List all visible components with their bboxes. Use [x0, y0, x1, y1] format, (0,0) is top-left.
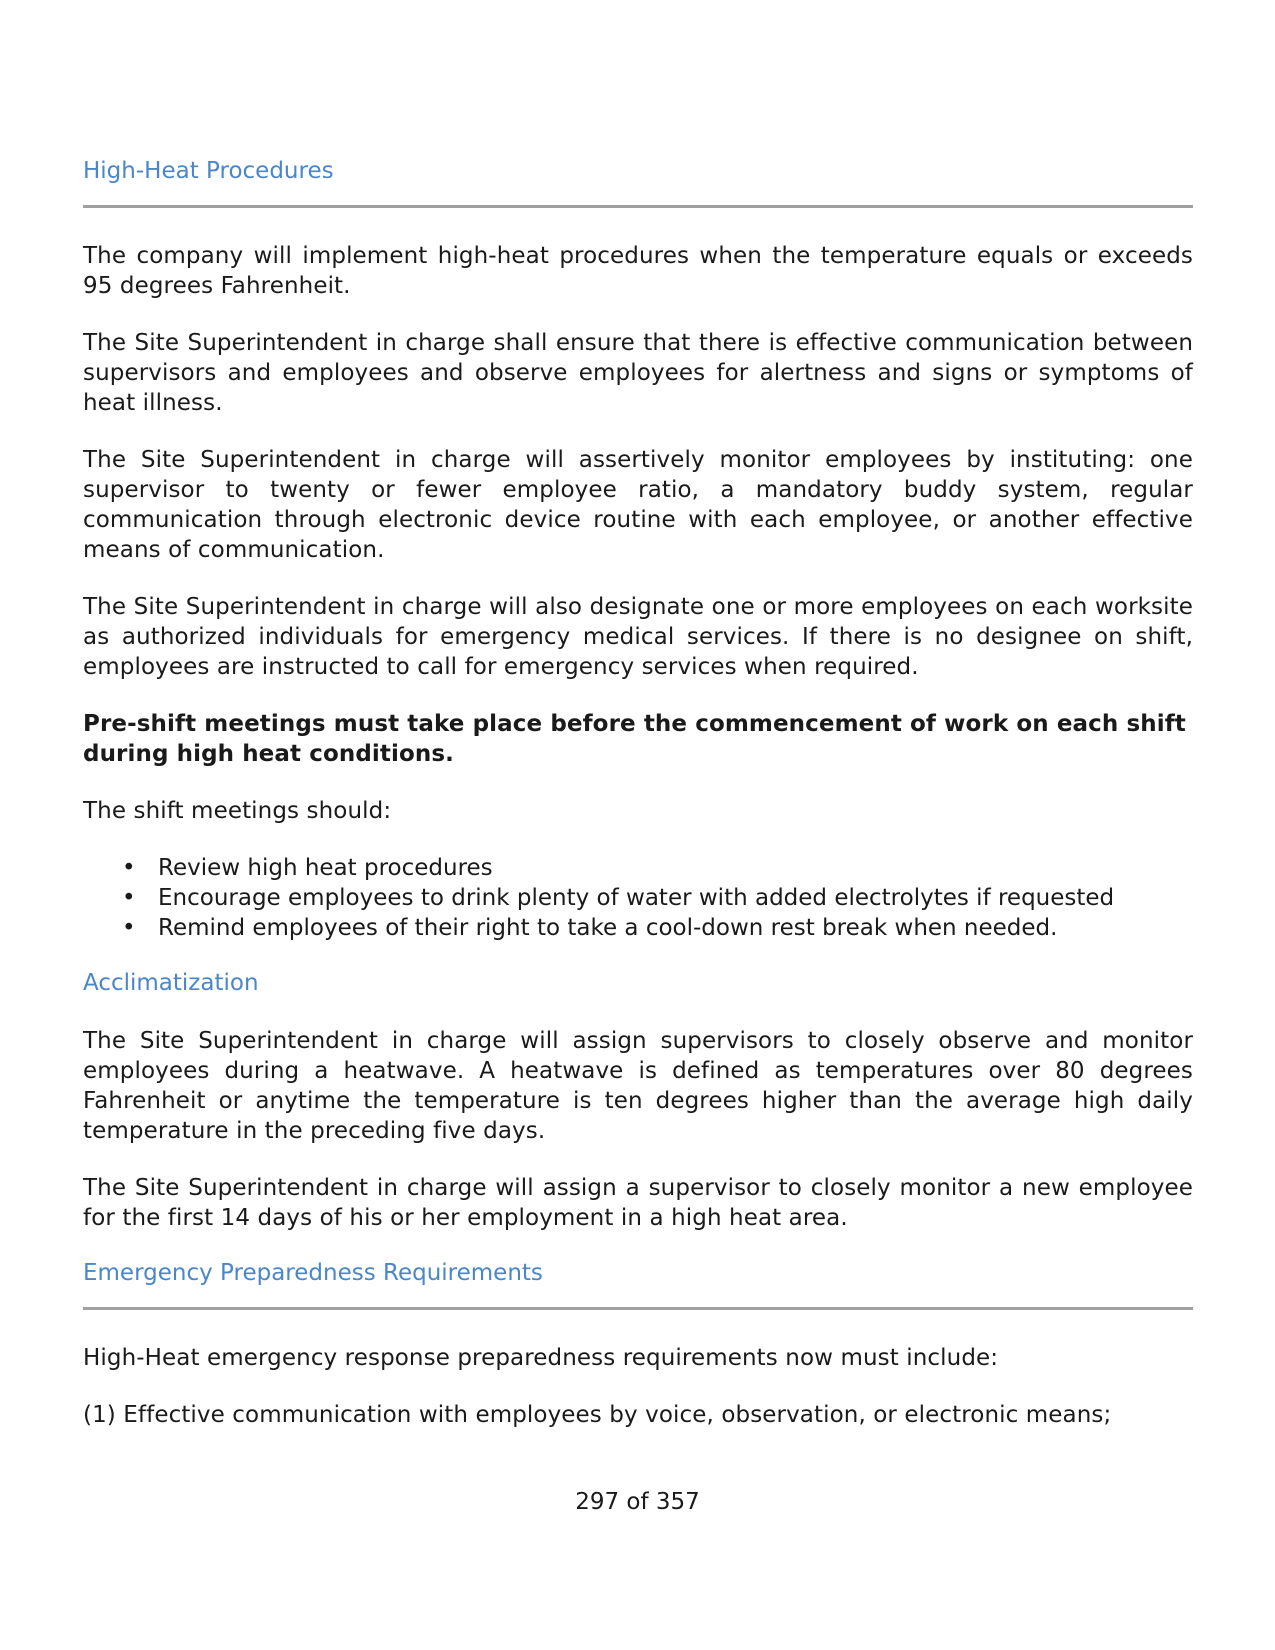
list-item [83, 913, 1193, 943]
pre-shift-notice: Pre-shift meetings must take place before the commencement of work on each shift during high heat conditions. [83, 711, 1186, 767]
section-title-acclimatization: Acclimatization [83, 970, 259, 996]
list-item-text: Remind employees of their right to take a cool-down rest break when needed. [158, 915, 1058, 941]
paragraph-emergency-item-1: (1) Effective communication with employees by voice, observation, or electronic means; [83, 1402, 1112, 1428]
list-item [83, 853, 1193, 883]
paragraph-communication: The Site Superintendent in charge shall ensure that there is effective communication between supervisors and employees and observe employees for alertness and signs or symptoms of heat illness. [83, 330, 1193, 416]
document-page [83, 155, 1193, 1430]
paragraph-monitoring: The Site Superintendent in charge will assertively monitor employees by instituting: one supervisor to twenty or fewer employee ratio, a mandatory buddy system, regular communication through electronic device routine with each employee, or another effective means of communication. [83, 447, 1193, 563]
shift-meeting-list [83, 853, 1193, 943]
section-title-high-heat: High-Heat Procedures [83, 158, 334, 184]
list-item [83, 883, 1193, 913]
paragraph-emergency-intro: High-Heat emergency response preparedness requirements now must include: [83, 1345, 999, 1371]
paragraph-designees: The Site Superintendent in charge will also designate one or more employees on each worksite as authorized individuals for emergency medical services. If there is no designee on shift, employees are instructed to call for emergency services when required. [83, 594, 1193, 680]
paragraph-heatwave: The Site Superintendent in charge will assign supervisors to closely observe and monitor employees during a heatwave. A heatwave is defined as temperatures over 80 degrees Fahrenheit or anytime the temperature is ten degrees higher than the average high daily temperature in the preceding five days. [83, 1028, 1193, 1144]
bullet-icon: • [122, 855, 136, 881]
paragraph-new-employee: The Site Superintendent in charge will assign a supervisor to closely monitor a new employee for the first 14 days of his or her employment in a high heat area. [83, 1175, 1193, 1231]
paragraph-high-heat-threshold: The company will implement high-heat procedures when the temperature equals or exceeds 95 degrees Fahrenheit. [83, 243, 1193, 299]
section-divider [83, 1307, 1193, 1310]
list-item-text: Review high heat procedures [158, 855, 493, 881]
bullet-icon: • [122, 915, 136, 941]
bullet-icon: • [122, 885, 136, 911]
page-number: 297 of 357 [575, 1489, 700, 1515]
list-intro: The shift meetings should: [83, 798, 392, 824]
section-title-emergency: Emergency Preparedness Requirements [83, 1260, 543, 1286]
section-divider [83, 205, 1193, 208]
list-item-text: Encourage employees to drink plenty of water with added electrolytes if requested [158, 885, 1115, 911]
